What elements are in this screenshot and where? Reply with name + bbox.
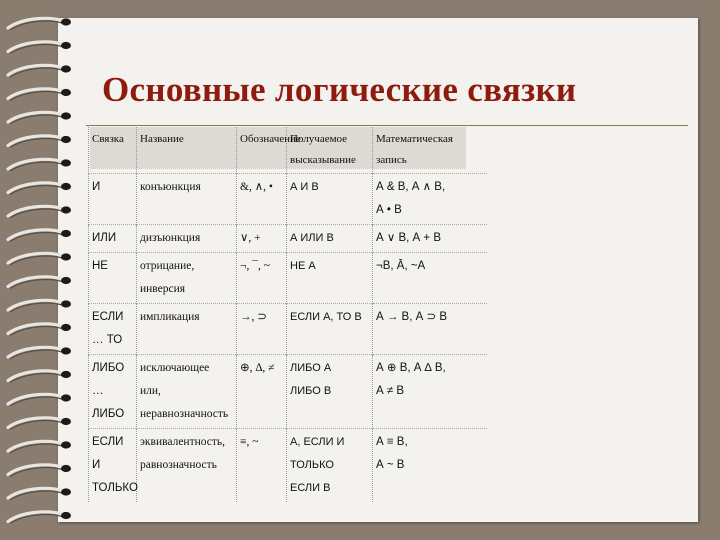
cell-reading: А ИЛИ В [287, 225, 373, 253]
binding-ring [8, 65, 71, 77]
cell-math: ¬В, Ā, ~А [373, 253, 487, 304]
table-row [89, 355, 487, 429]
table-row [89, 253, 487, 304]
cell-notation: ⊕, ∆, ≠ [237, 355, 287, 429]
header-reading: Получаемое высказывание [287, 127, 373, 174]
cell-notation: ∨, + [237, 225, 287, 253]
table-header-row [89, 127, 487, 174]
table-row [89, 225, 487, 253]
cell-notation: ¬, ¯, ~ [237, 253, 287, 304]
spiral-binding [0, 0, 90, 540]
binding-ring [8, 347, 71, 359]
binding-ring [8, 324, 71, 336]
binding-ring [8, 465, 71, 477]
binding-ring [8, 230, 71, 242]
cell-connective: И [89, 174, 137, 225]
cell-name: исключающее или, неравнозначность [137, 355, 237, 429]
binding-ring [8, 512, 71, 524]
header-name: Название [137, 127, 237, 174]
cell-name: эквивалентность, равнозначность [137, 429, 237, 503]
title-divider [86, 125, 688, 126]
cell-reading: НЕ А [287, 253, 373, 304]
cell-reading: А, ЕСЛИ И ТОЛЬКО ЕСЛИ В [287, 429, 373, 503]
cell-name: конъюнкция [137, 174, 237, 225]
binding-ring [8, 206, 71, 218]
header-connective: Связка [89, 127, 137, 174]
binding-ring [8, 277, 71, 289]
binding-ring [8, 183, 71, 195]
logic-connectives-table [88, 127, 487, 502]
cell-connective: НЕ [89, 253, 137, 304]
cell-name: отрицание, инверсия [137, 253, 237, 304]
binding-ring [8, 418, 71, 430]
header-notation: Обозначение [237, 127, 287, 174]
cell-math: А ⊕ В, А ∆ В, А ≠ В [373, 355, 487, 429]
cell-notation: &, ∧, • [237, 174, 287, 225]
cell-name: дизъюнкция [137, 225, 237, 253]
cell-connective: ЕСЛИ И ТОЛЬКО [89, 429, 137, 503]
table-row [89, 429, 487, 503]
cell-math: А ≡ В, А ~ В [373, 429, 487, 503]
binding-ring [8, 394, 71, 406]
binding-ring [8, 42, 71, 54]
binding-ring [8, 371, 71, 383]
cell-reading: А И В [287, 174, 373, 225]
cell-math: А ∨ В, А + В [373, 225, 487, 253]
cell-math: А & В, А ∧ В, А • В [373, 174, 487, 225]
slide-title: Основные логические связки [102, 70, 577, 109]
cell-math: А → В, А ⊃ В [373, 304, 487, 355]
binding-ring [8, 136, 71, 148]
binding-ring [8, 112, 71, 124]
binding-ring [8, 18, 71, 30]
cell-connective: ЕСЛИ … ТО [89, 304, 137, 355]
header-math: Математическая запись [373, 127, 487, 174]
cell-notation: ≡, ~ [237, 429, 287, 503]
cell-reading: ЛИБО А ЛИБО В [287, 355, 373, 429]
cell-reading: ЕСЛИ А, ТО В [287, 304, 373, 355]
cell-connective: ИЛИ [89, 225, 137, 253]
binding-ring [8, 300, 71, 312]
binding-ring [8, 488, 71, 500]
binding-ring [8, 253, 71, 265]
binding-ring [8, 441, 71, 453]
cell-name: импликация [137, 304, 237, 355]
table-row [89, 174, 487, 225]
cell-notation: →, ⊃ [237, 304, 287, 355]
table-row [89, 304, 487, 355]
binding-ring [8, 159, 71, 171]
cell-connective: ЛИБО … ЛИБО [89, 355, 137, 429]
binding-ring [8, 89, 71, 101]
